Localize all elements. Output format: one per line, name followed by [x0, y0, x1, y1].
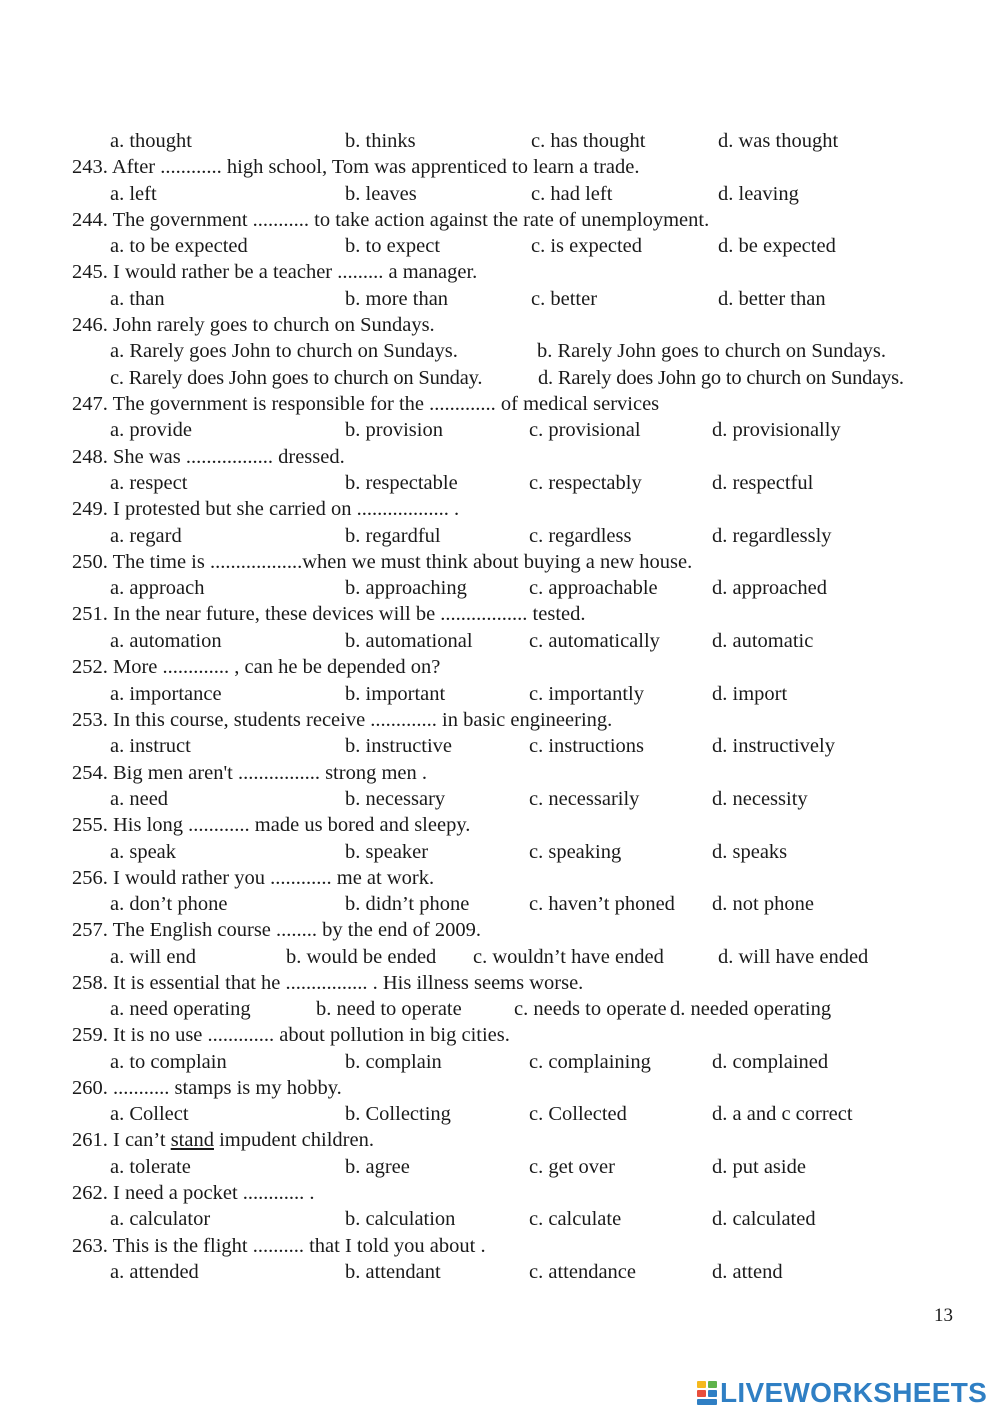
options-row [0, 733, 1000, 759]
question-text: 263. This is the flight .......... that I told you about . [72, 1235, 486, 1257]
option[interactable]: b. automational [345, 630, 473, 652]
option[interactable]: c. automatically [529, 630, 660, 652]
option[interactable]: d. a and c correct [712, 1103, 853, 1125]
option[interactable]: b. would be ended [286, 946, 437, 968]
question-text: 257. The English course ........ by the end of 2009. [72, 919, 481, 941]
question-text: 255. His long ............ made us bored and sleepy. [72, 814, 471, 836]
question-248 [0, 444, 1000, 470]
option[interactable]: d. not phone [712, 893, 814, 915]
option[interactable]: c. provisional [529, 419, 641, 441]
options-row [0, 996, 1000, 1022]
option[interactable]: d. complained [712, 1051, 829, 1073]
option[interactable]: b. more than [345, 288, 449, 310]
option[interactable]: d. instructively [712, 735, 835, 757]
question-263 [0, 1233, 1000, 1259]
options-row [0, 944, 1000, 970]
options-row [0, 628, 1000, 654]
option[interactable]: d. regardlessly [712, 525, 832, 547]
options-row [0, 417, 1000, 443]
option[interactable]: d. import [712, 683, 788, 705]
option[interactable]: d. automatic [712, 630, 814, 652]
options-row [0, 365, 1000, 391]
option[interactable]: b. attendant [345, 1261, 441, 1283]
option[interactable]: a. to complain [110, 1051, 227, 1073]
option[interactable]: d. respectful [712, 472, 814, 494]
question-text [72, 1127, 374, 1153]
option[interactable]: b. Collecting [345, 1103, 451, 1125]
option[interactable]: a. need [110, 788, 169, 810]
options-row [0, 233, 1000, 259]
option[interactable]: c. haven’t phoned [529, 893, 675, 915]
option[interactable]: b. regardful [345, 525, 441, 547]
question-254 [0, 760, 1000, 786]
option[interactable]: b. thinks [345, 130, 416, 152]
option[interactable]: a. regard [110, 525, 182, 547]
option[interactable]: c. importantly [529, 683, 645, 705]
options-row [0, 1049, 1000, 1075]
option[interactable]: b. didn’t phone [345, 893, 470, 915]
option[interactable]: b. approaching [345, 577, 467, 599]
question-text: 243. After ............ high school, Tom was apprenticed to learn a trade. [72, 156, 640, 178]
options-row [0, 1259, 1000, 1285]
page-number: 13 [934, 1305, 953, 1326]
option[interactable]: a. instruct [110, 735, 191, 757]
option[interactable]: c. better [531, 288, 598, 310]
options-row [0, 839, 1000, 865]
question-245 [0, 259, 1000, 285]
option[interactable]: a. importance [110, 683, 222, 705]
option[interactable]: b. necessary [345, 788, 446, 810]
options-row [0, 681, 1000, 707]
option[interactable]: b. Rarely John goes to church on Sundays. [537, 340, 887, 362]
question-256 [0, 865, 1000, 891]
options-row [0, 1206, 1000, 1232]
option[interactable]: d. be expected [718, 235, 836, 257]
options-row [0, 891, 1000, 917]
option[interactable]: a. speak [110, 841, 177, 863]
options-row [0, 1101, 1000, 1127]
question-text: 259. It is no use ............. about pollution in big cities. [72, 1024, 510, 1046]
question-text: 251. In the near future, these devices will be ................. tested. [72, 603, 586, 625]
options-row [0, 470, 1000, 496]
option[interactable]: c. Rarely does John goes to church on Sunday. [110, 367, 483, 389]
option[interactable]: a. Rarely goes John to church on Sundays. [110, 340, 458, 362]
question-text: 256. I would rather you ............ me at work. [72, 867, 435, 889]
question-247 [0, 391, 1000, 417]
option[interactable]: b. complain [345, 1051, 442, 1073]
question-251 [0, 601, 1000, 627]
option[interactable]: c. regardless [529, 525, 632, 547]
option[interactable]: a. respect [110, 472, 188, 494]
option[interactable]: c. speaking [529, 841, 622, 863]
option[interactable]: c. get over [529, 1156, 615, 1178]
option[interactable]: d. put aside [712, 1156, 806, 1178]
option[interactable]: a. will end [110, 946, 196, 968]
question-text: 262. I need a pocket ............ . [72, 1182, 315, 1204]
options-row [0, 523, 1000, 549]
option[interactable]: a. automation [110, 630, 222, 652]
option[interactable]: d. better than [718, 288, 826, 310]
option[interactable]: b. agree [345, 1156, 410, 1178]
option[interactable]: a. thought [110, 130, 192, 152]
options-row [0, 338, 1000, 364]
option[interactable]: d. provisionally [712, 419, 841, 441]
option[interactable]: d. leaving [718, 183, 799, 205]
question-text: 248. She was ................. dressed. [72, 446, 345, 468]
option[interactable]: c. attendance [529, 1261, 636, 1283]
option[interactable]: c. had left [531, 183, 613, 205]
option[interactable]: b. important [345, 683, 446, 705]
option[interactable]: b. instructive [345, 735, 453, 757]
question-261 [0, 1127, 1000, 1153]
option[interactable]: a. calculator [110, 1208, 211, 1230]
question-text: 260. ........... stamps is my hobby. [72, 1077, 342, 1099]
option[interactable]: c. complaining [529, 1051, 651, 1073]
option[interactable]: b. need to operate [316, 998, 462, 1020]
option[interactable]: c. wouldn’t have ended [473, 946, 664, 968]
question-253 [0, 707, 1000, 733]
brand-name: LIVEWORKSHEETS [720, 1377, 988, 1408]
options-row [0, 1154, 1000, 1180]
option[interactable]: a. to be expected [110, 235, 248, 257]
option[interactable]: a. don’t phone [110, 893, 228, 915]
option[interactable]: b. to expect [345, 235, 441, 257]
options-row [0, 286, 1000, 312]
option[interactable]: c. necessarily [529, 788, 640, 810]
options-row [0, 181, 1000, 207]
question-text: 250. The time is ..................when we must think about buying a new house. [72, 551, 693, 573]
question-250 [0, 549, 1000, 575]
question-260 [0, 1075, 1000, 1101]
question-text: 249. I protested but she carried on .................. . [72, 498, 460, 520]
option[interactable]: c. instructions [529, 735, 645, 757]
option[interactable]: d. needed operating [670, 998, 832, 1020]
question-text: 252. More ............. , can he be depended on? [72, 656, 441, 678]
options-row [0, 575, 1000, 601]
question-258 [0, 970, 1000, 996]
option[interactable]: c. respectably [529, 472, 642, 494]
option[interactable]: a. approach [110, 577, 205, 599]
question-244 [0, 207, 1000, 233]
question-252 [0, 654, 1000, 680]
question-text-after: impudent children. [213, 1129, 374, 1151]
question-259 [0, 1022, 1000, 1048]
question-text: 245. I would rather be a teacher ......... a manager. [72, 261, 478, 283]
brand-watermark[interactable] [696, 1376, 987, 1410]
option[interactable]: d. calculated [712, 1208, 816, 1230]
question-243 [0, 154, 1000, 180]
question-257 [0, 917, 1000, 943]
option[interactable]: c. Collected [529, 1103, 627, 1125]
underlined-word: stand [170, 1129, 214, 1151]
question-text: 258. It is essential that he ................ . His illness seems worse. [72, 972, 584, 994]
option[interactable]: c. calculate [529, 1208, 622, 1230]
option[interactable]: a. attended [110, 1261, 199, 1283]
options-row [0, 128, 1000, 154]
question-246 [0, 312, 1000, 338]
option[interactable]: a. need operating [110, 998, 251, 1020]
option[interactable]: d. attend [712, 1261, 783, 1283]
question-text: 244. The government ........... to take action against the rate of unemployment. [72, 209, 710, 231]
option[interactable]: b. respectable [345, 472, 458, 494]
option[interactable]: b. calculation [345, 1208, 456, 1230]
question-249 [0, 496, 1000, 522]
question-text: 254. Big men aren't ................ strong men . [72, 762, 427, 784]
option[interactable]: c. approachable [529, 577, 658, 599]
option[interactable]: d. Rarely does John go to church on Sundays. [538, 367, 904, 389]
option[interactable]: a. Collect [110, 1103, 189, 1125]
question-text: 247. The government is responsible for the ............. of medical services [72, 393, 660, 415]
question-255 [0, 812, 1000, 838]
liveworksheets-logo-icon [696, 1380, 718, 1406]
question-text: 246. John rarely goes to church on Sundays. [72, 314, 435, 336]
question-262 [0, 1180, 1000, 1206]
options-row [0, 786, 1000, 812]
option[interactable]: c. needs to operate [514, 998, 667, 1020]
option[interactable]: d. approached [712, 577, 827, 599]
option[interactable]: a. left [110, 183, 157, 205]
option[interactable]: b. provision [345, 419, 443, 441]
question-text: 253. In this course, students receive ............. in basic engineering. [72, 709, 613, 731]
option[interactable]: c. is expected [531, 235, 642, 257]
option[interactable]: a. provide [110, 419, 192, 441]
option[interactable]: b. leaves [345, 183, 417, 205]
option[interactable]: d. speaks [712, 841, 788, 863]
option[interactable]: d. will have ended [718, 946, 869, 968]
option[interactable]: c. has thought [531, 130, 646, 152]
option[interactable]: a. than [110, 288, 165, 310]
option[interactable]: d. was thought [718, 130, 839, 152]
question-text-before: 261. I can’t [72, 1129, 171, 1151]
option[interactable]: d. necessity [712, 788, 808, 810]
option[interactable]: b. speaker [345, 841, 429, 863]
option[interactable]: a. tolerate [110, 1156, 191, 1178]
